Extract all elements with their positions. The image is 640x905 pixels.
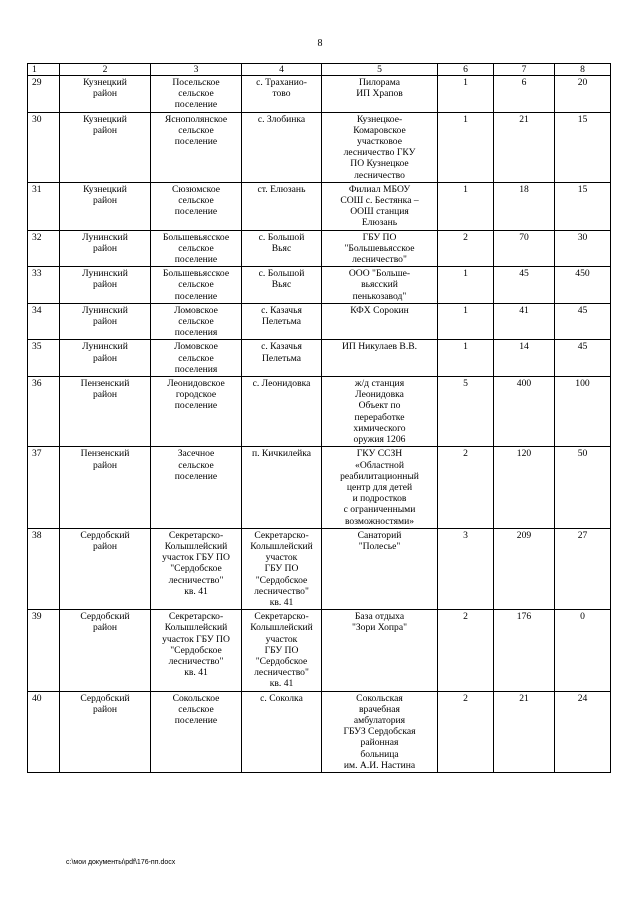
object-cell: КФХ Сорокин xyxy=(322,303,438,340)
settlement-cell: Секретарско- Колышлейский участок ГБУ ПО "Сердобское лесничество" кв. 41 xyxy=(151,528,242,609)
data-table xyxy=(27,63,611,773)
col6-cell: 2 xyxy=(438,610,494,691)
row-number-cell: 35 xyxy=(28,340,60,377)
table-row xyxy=(28,447,611,528)
locality-cell: Секретарско- Колышлейский участок ГБУ ПО "Сердобское лесничество" кв. 41 xyxy=(242,610,322,691)
col7-cell: 45 xyxy=(494,267,555,304)
col6-cell: 2 xyxy=(438,447,494,528)
col7-cell: 70 xyxy=(494,230,555,267)
header-cell: 7 xyxy=(494,64,555,76)
col7-cell: 18 xyxy=(494,182,555,230)
locality-cell: с. Соколка xyxy=(242,691,322,772)
table-row xyxy=(28,303,611,340)
header-cell: 5 xyxy=(322,64,438,76)
col6-cell: 1 xyxy=(438,76,494,113)
col8-cell: 15 xyxy=(555,112,611,182)
settlement-cell: Большевьясское сельское поселение xyxy=(151,267,242,304)
header-cell: 2 xyxy=(60,64,151,76)
table-row xyxy=(28,182,611,230)
col7-cell: 176 xyxy=(494,610,555,691)
col8-cell: 27 xyxy=(555,528,611,609)
settlement-cell: Сокольское сельское поселение xyxy=(151,691,242,772)
district-cell: Лунинский район xyxy=(60,230,151,267)
locality-cell: с. Леонидовка xyxy=(242,377,322,447)
row-number-cell: 31 xyxy=(28,182,60,230)
col8-cell: 100 xyxy=(555,377,611,447)
district-cell: Кузнецкий район xyxy=(60,182,151,230)
district-cell: Кузнецкий район xyxy=(60,112,151,182)
row-number-cell: 38 xyxy=(28,528,60,609)
object-cell: Филиал МБОУ СОШ с. Бестянка – ООШ станция Елюзань xyxy=(322,182,438,230)
settlement-cell: Сюзюмское сельское поселение xyxy=(151,182,242,230)
col6-cell: 1 xyxy=(438,182,494,230)
object-cell: Сокольская врачебная амбулатория ГБУЗ Сердобская районная больница им. А.И. Настина xyxy=(322,691,438,772)
col7-cell: 6 xyxy=(494,76,555,113)
col8-cell: 45 xyxy=(555,303,611,340)
district-cell: Пензенский район xyxy=(60,447,151,528)
district-cell: Лунинский район xyxy=(60,303,151,340)
settlement-cell: Большевьясское сельское поселение xyxy=(151,230,242,267)
table-row xyxy=(28,528,611,609)
object-cell: Пилорама ИП Храпов xyxy=(322,76,438,113)
col7-cell: 21 xyxy=(494,691,555,772)
district-cell: Сердобский район xyxy=(60,610,151,691)
object-cell: Кузнецкое- Комаровское участковое лесничество ГКУ ПО Кузнецкое лесничество xyxy=(322,112,438,182)
col8-cell: 30 xyxy=(555,230,611,267)
col8-cell: 450 xyxy=(555,267,611,304)
locality-cell: п. Кичкилейка xyxy=(242,447,322,528)
col7-cell: 21 xyxy=(494,112,555,182)
table-row xyxy=(28,267,611,304)
col6-cell: 1 xyxy=(438,112,494,182)
object-cell: ИП Никулаев В.В. xyxy=(322,340,438,377)
locality-cell: с. Казачья Пелетьма xyxy=(242,340,322,377)
table-row xyxy=(28,610,611,691)
district-cell: Сердобский район xyxy=(60,528,151,609)
settlement-cell: Леонидовское городское поселение xyxy=(151,377,242,447)
district-cell: Пензенский район xyxy=(60,377,151,447)
district-cell: Лунинский район xyxy=(60,340,151,377)
page-number: 8 xyxy=(317,38,323,49)
settlement-cell: Ломовское сельское поселения xyxy=(151,340,242,377)
row-number-cell: 34 xyxy=(28,303,60,340)
col8-cell: 20 xyxy=(555,76,611,113)
object-cell: ж/д станция Леонидовка Объект по переработке химического оружия 1206 xyxy=(322,377,438,447)
header-cell: 8 xyxy=(555,64,611,76)
locality-cell: Секретарско- Колышлейский участок ГБУ ПО "Сердобское лесничество" кв. 41 xyxy=(242,528,322,609)
header-cell: 3 xyxy=(151,64,242,76)
settlement-cell: Секретарско- Колышлейский участок ГБУ ПО "Сердобское лесничество" кв. 41 xyxy=(151,610,242,691)
col7-cell: 41 xyxy=(494,303,555,340)
col6-cell: 3 xyxy=(438,528,494,609)
header-cell: 6 xyxy=(438,64,494,76)
col7-cell: 14 xyxy=(494,340,555,377)
object-cell: База отдыха "Зори Хопра" xyxy=(322,610,438,691)
locality-cell: с. Траханио- тово xyxy=(242,76,322,113)
object-cell: Санаторий "Полесье" xyxy=(322,528,438,609)
col7-cell: 400 xyxy=(494,377,555,447)
locality-cell: с. Злобинка xyxy=(242,112,322,182)
object-cell: ООО "Больше- вьясский пенькозавод" xyxy=(322,267,438,304)
file-path-footer: c:\мои документы\pdf\176-пп.docx xyxy=(66,859,176,866)
district-cell: Сердобский район xyxy=(60,691,151,772)
settlement-cell: Засечное сельское поселение xyxy=(151,447,242,528)
col6-cell: 1 xyxy=(438,267,494,304)
col6-cell: 2 xyxy=(438,691,494,772)
table-row xyxy=(28,112,611,182)
object-cell: ГКУ ССЗН «Областной реабилитационный центр для детей и подростков с ограниченными возможностями» xyxy=(322,447,438,528)
col6-cell: 1 xyxy=(438,340,494,377)
settlement-cell: Посельское сельское поселение xyxy=(151,76,242,113)
row-number-cell: 30 xyxy=(28,112,60,182)
row-number-cell: 37 xyxy=(28,447,60,528)
col8-cell: 24 xyxy=(555,691,611,772)
row-number-cell: 36 xyxy=(28,377,60,447)
locality-cell: с. Большой Вьяс xyxy=(242,267,322,304)
col6-cell: 1 xyxy=(438,303,494,340)
table-row xyxy=(28,340,611,377)
col6-cell: 5 xyxy=(438,377,494,447)
col7-cell: 120 xyxy=(494,447,555,528)
col6-cell: 2 xyxy=(438,230,494,267)
district-cell: Кузнецкий район xyxy=(60,76,151,113)
col8-cell: 45 xyxy=(555,340,611,377)
object-cell: ГБУ ПО "Большевьясское лесничество" xyxy=(322,230,438,267)
col8-cell: 0 xyxy=(555,610,611,691)
locality-cell: с. Большой Вьяс xyxy=(242,230,322,267)
settlement-cell: Ломовское сельское поселения xyxy=(151,303,242,340)
row-number-cell: 39 xyxy=(28,610,60,691)
row-number-cell: 29 xyxy=(28,76,60,113)
table-row xyxy=(28,377,611,447)
header-cell: 1 xyxy=(28,64,60,76)
table-row xyxy=(28,691,611,772)
table-row xyxy=(28,76,611,113)
locality-cell: ст. Елюзань xyxy=(242,182,322,230)
col7-cell: 209 xyxy=(494,528,555,609)
table-row xyxy=(28,230,611,267)
row-number-cell: 40 xyxy=(28,691,60,772)
col8-cell: 50 xyxy=(555,447,611,528)
row-number-cell: 33 xyxy=(28,267,60,304)
settlement-cell: Яснополянское сельское поселение xyxy=(151,112,242,182)
col8-cell: 15 xyxy=(555,182,611,230)
district-cell: Лунинский район xyxy=(60,267,151,304)
table-header-row xyxy=(28,64,611,76)
header-cell: 4 xyxy=(242,64,322,76)
row-number-cell: 32 xyxy=(28,230,60,267)
locality-cell: с. Казачья Пелетьма xyxy=(242,303,322,340)
